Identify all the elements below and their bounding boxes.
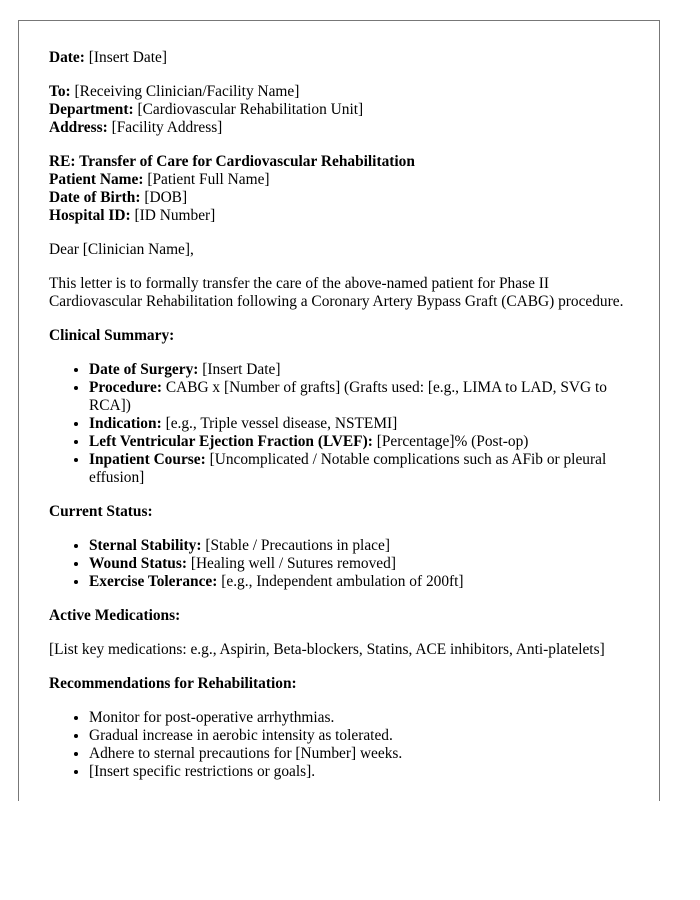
current-status-list	[49, 537, 629, 591]
item-label: Exercise Tolerance:	[89, 573, 218, 590]
item-value: [Healing well / Sutures removed]	[190, 555, 396, 572]
to-label: To:	[49, 83, 71, 100]
item-value: [Stable / Precautions in place]	[205, 537, 390, 554]
item-label: Left Ventricular Ejection Fraction (LVEF):	[89, 433, 373, 450]
letter-page	[18, 20, 660, 801]
item-label: Sternal Stability:	[89, 537, 202, 554]
date-line	[49, 49, 629, 67]
item-label: Procedure:	[89, 379, 162, 396]
patient-name-label: Patient Name:	[49, 171, 144, 188]
list-item: • [Insert specific restrictions or goals].	[89, 763, 629, 781]
intro-paragraph: This letter is to formally transfer the care of the above-named patient for Phase II Cardiovascular Rehabilitation following a Coronary Artery Bypass Graft (CABG) procedure.	[49, 275, 624, 310]
item-value: CABG x [Number of grafts] (Grafts used: [e.g., LIMA to LAD, SVG to RCA])	[89, 379, 607, 414]
to-line	[49, 83, 629, 101]
list-item: • Monitor for post-operative arrhythmias.	[89, 709, 629, 727]
patient-name-value: [Patient Full Name]	[147, 171, 270, 188]
item-value: [Uncomplicated / Notable complications such as AFib or pleural effusion]	[89, 451, 607, 486]
list-item	[89, 555, 629, 573]
list-item	[89, 415, 629, 433]
item-label: Date of Surgery:	[89, 361, 199, 378]
item-value: [e.g., Triple vessel disease, NSTEMI]	[165, 415, 398, 432]
list-item: • Adhere to sternal precautions for [Number] weeks.	[89, 745, 629, 763]
list-item	[89, 537, 629, 555]
dob-label: Date of Birth:	[49, 189, 141, 206]
date-label: Date:	[49, 49, 85, 66]
re-line: RE: Transfer of Care for Cardiovascular Rehabilitation	[49, 153, 415, 170]
dob-value: [DOB]	[144, 189, 188, 206]
list-item	[89, 433, 629, 451]
address-value: [Facility Address]	[111, 119, 223, 136]
item-value: [e.g., Independent ambulation of 200ft]	[221, 573, 464, 590]
list-item	[89, 379, 629, 415]
hospital-id-label: Hospital ID:	[49, 207, 131, 224]
current-status-heading: Current Status:	[49, 503, 153, 520]
item-label: Inpatient Course:	[89, 451, 206, 468]
medications-heading: Active Medications:	[49, 607, 181, 624]
patient-name-line	[49, 171, 629, 189]
list-item	[89, 361, 629, 379]
item-value: [Percentage]% (Post-op)	[376, 433, 529, 450]
clinical-summary-heading: Clinical Summary:	[49, 327, 175, 344]
reference-block	[49, 153, 629, 225]
date-value: [Insert Date]	[88, 49, 167, 66]
medications-text: [List key medications: e.g., Aspirin, Beta-blockers, Statins, ACE inhibitors, Anti-platelets]	[49, 641, 605, 658]
department-line	[49, 101, 629, 119]
address-line	[49, 119, 629, 137]
recommendations-heading: Recommendations for Rehabilitation:	[49, 675, 297, 692]
dob-line	[49, 189, 629, 207]
item-label: Wound Status:	[89, 555, 187, 572]
recommendations-list	[49, 709, 629, 781]
date-block	[49, 49, 629, 67]
hospital-id-line	[49, 207, 629, 225]
item-label: Indication:	[89, 415, 162, 432]
recipient-block	[49, 83, 629, 137]
department-value: [Cardiovascular Rehabilitation Unit]	[137, 101, 364, 118]
department-label: Department:	[49, 101, 134, 118]
item-value: [Insert Date]	[202, 361, 281, 378]
list-item	[89, 451, 629, 487]
clinical-summary-list	[49, 361, 629, 487]
list-item	[89, 573, 629, 591]
salutation: Dear [Clinician Name],	[49, 241, 194, 258]
address-label: Address:	[49, 119, 108, 136]
list-item: • Gradual increase in aerobic intensity as tolerated.	[89, 727, 629, 745]
hospital-id-value: [ID Number]	[134, 207, 216, 224]
to-value: [Receiving Clinician/Facility Name]	[74, 83, 300, 100]
